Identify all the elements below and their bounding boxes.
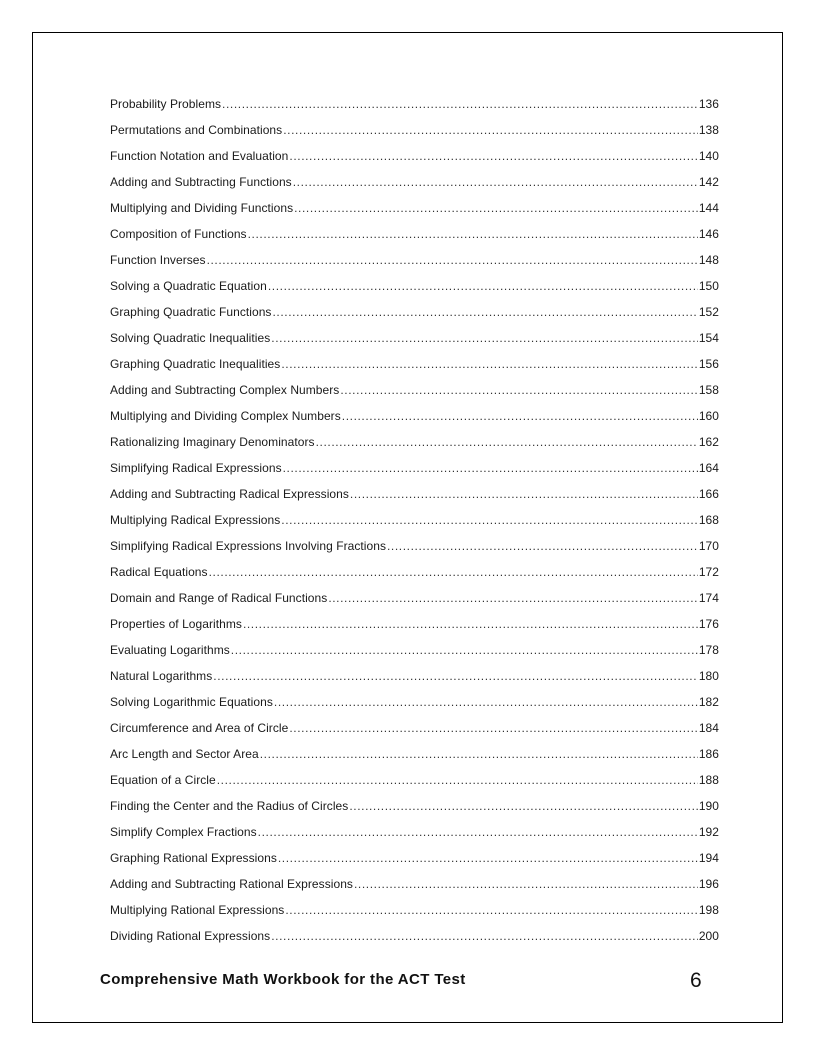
toc-entry-page-number: 190 (698, 799, 719, 813)
toc-entry-title: Simplifying Radical Expressions (110, 461, 282, 475)
toc-entry (110, 613, 719, 639)
toc-entry (110, 119, 719, 145)
toc-entry-title: Multiplying and Dividing Complex Numbers (110, 409, 341, 423)
toc-entry-page-number: 178 (698, 643, 719, 657)
toc-entry-page-number: 168 (698, 513, 719, 527)
toc-entry-title: Probability Problems (110, 97, 222, 111)
toc-entry-page-number: 172 (698, 565, 719, 579)
toc-entry (110, 743, 719, 769)
toc-dot-leader (274, 691, 698, 713)
toc-dot-leader (281, 509, 698, 531)
toc-dot-leader (350, 483, 698, 505)
toc-entry-page-number: 180 (698, 669, 719, 683)
toc-entry-page-number: 166 (698, 487, 719, 501)
toc-entry-title: Composition of Functions (110, 227, 247, 241)
toc-entry (110, 171, 719, 197)
toc-entry-page-number: 188 (698, 773, 719, 787)
toc-entry-page-number: 136 (698, 97, 719, 111)
toc-entry-page-number: 176 (698, 617, 719, 631)
toc-entry-title: Adding and Subtracting Complex Numbers (110, 383, 340, 397)
toc-dot-leader (271, 327, 698, 349)
toc-entry (110, 717, 719, 743)
toc-entry-title: Multiplying Rational Expressions (110, 903, 285, 917)
toc-entry-page-number: 138 (698, 123, 719, 137)
toc-entry-page-number: 160 (698, 409, 719, 423)
toc-entry-title: Equation of a Circle (110, 773, 216, 787)
toc-dot-leader (283, 119, 698, 141)
toc-entry-page-number: 184 (698, 721, 719, 735)
toc-dot-leader (289, 717, 697, 739)
toc-entry (110, 769, 719, 795)
toc-entry-title: Function Inverses (110, 253, 206, 267)
toc-entry (110, 899, 719, 925)
toc-entry-page-number: 198 (698, 903, 719, 917)
toc-dot-leader (293, 171, 698, 193)
toc-entry-title: Simplify Complex Fractions (110, 825, 257, 839)
footer-page-number: 6 (690, 969, 702, 992)
toc-entry-page-number: 192 (698, 825, 719, 839)
toc-dot-leader (316, 431, 698, 453)
toc-entry (110, 691, 719, 717)
toc-dot-leader (207, 249, 698, 271)
toc-entry-title: Solving Logarithmic Equations (110, 695, 273, 709)
toc-entry-title: Natural Logarithms (110, 669, 213, 683)
toc-entry (110, 197, 719, 223)
toc-dot-leader (271, 925, 698, 947)
toc-entry (110, 821, 719, 847)
toc-entry (110, 353, 719, 379)
toc-entry-page-number: 196 (698, 877, 719, 891)
toc-entry (110, 847, 719, 873)
toc-entry (110, 535, 719, 561)
toc-entry (110, 795, 719, 821)
toc-entry-title: Graphing Quadratic Inequalities (110, 357, 281, 371)
toc-entry-page-number: 162 (698, 435, 719, 449)
toc-entry (110, 379, 719, 405)
toc-entry-title: Adding and Subtracting Radical Expressions (110, 487, 349, 501)
toc-entry-page-number: 164 (698, 461, 719, 475)
toc-entry-title: Multiplying and Dividing Functions (110, 201, 294, 215)
toc-dot-leader (272, 301, 697, 323)
toc-entry-page-number: 186 (698, 747, 719, 761)
toc-dot-leader (217, 769, 698, 791)
toc-entry (110, 561, 719, 587)
toc-dot-leader (387, 535, 698, 557)
toc-dot-leader (328, 587, 698, 609)
footer-book-title: Comprehensive Math Workbook for the ACT Test (100, 971, 466, 988)
toc-dot-leader (268, 275, 698, 297)
toc-dot-leader (231, 639, 698, 661)
toc-entry-page-number: 146 (698, 227, 719, 241)
toc-entry-title: Multiplying Radical Expressions (110, 513, 281, 527)
toc-entry-page-number: 150 (698, 279, 719, 293)
toc-entry (110, 925, 719, 951)
toc-entry-page-number: 152 (698, 305, 719, 319)
toc-entry (110, 873, 719, 899)
toc-entry (110, 405, 719, 431)
toc-entry-title: Adding and Subtracting Rational Expressions (110, 877, 353, 891)
toc-entry (110, 665, 719, 691)
toc-dot-leader (340, 379, 697, 401)
toc-entry (110, 457, 719, 483)
toc-entry-title: Graphing Quadratic Functions (110, 305, 272, 319)
toc-entry-page-number: 200 (698, 929, 719, 943)
toc-entry-title: Circumference and Area of Circle (110, 721, 289, 735)
toc-entry-title: Permutations and Combinations (110, 123, 283, 137)
toc-entry-page-number: 182 (698, 695, 719, 709)
toc-entry-title: Solving a Quadratic Equation (110, 279, 267, 293)
toc-entry (110, 509, 719, 535)
toc-entry-page-number: 140 (698, 149, 719, 163)
toc-entry-page-number: 174 (698, 591, 719, 605)
toc-dot-leader (281, 353, 698, 375)
toc-entry-page-number: 154 (698, 331, 719, 345)
toc-entry-page-number: 194 (698, 851, 719, 865)
toc-entry-title: Rationalizing Imaginary Denominators (110, 435, 315, 449)
toc-dot-leader (243, 613, 698, 635)
toc-dot-leader (285, 899, 697, 921)
toc-entry (110, 93, 719, 119)
toc-entry-title: Dividing Rational Expressions (110, 929, 271, 943)
toc-entry-title: Arc Length and Sector Area (110, 747, 259, 761)
toc-entry (110, 639, 719, 665)
toc-entry (110, 301, 719, 327)
toc-entry-page-number: 170 (698, 539, 719, 553)
toc-entry-title: Simplifying Radical Expressions Involving Fractions (110, 539, 386, 553)
toc-dot-leader (354, 873, 698, 895)
toc-dot-leader (260, 743, 698, 765)
toc-entry (110, 483, 719, 509)
toc-entry-title: Radical Equations (110, 565, 208, 579)
toc-entry-title: Solving Quadratic Inequalities (110, 331, 271, 345)
toc-dot-leader (248, 223, 698, 245)
toc-entry-title: Finding the Center and the Radius of Circles (110, 799, 349, 813)
table-of-contents (110, 93, 719, 951)
toc-entry-page-number: 156 (698, 357, 719, 371)
toc-dot-leader (222, 93, 698, 115)
toc-entry-page-number: 142 (698, 175, 719, 189)
toc-dot-leader (213, 665, 698, 687)
toc-dot-leader (294, 197, 698, 219)
toc-dot-leader (258, 821, 698, 843)
toc-entry-title: Adding and Subtracting Functions (110, 175, 292, 189)
toc-entry (110, 587, 719, 613)
toc-dot-leader (209, 561, 698, 583)
toc-entry (110, 431, 719, 457)
toc-entry-title: Evaluating Logarithms (110, 643, 230, 657)
toc-dot-leader (278, 847, 698, 869)
toc-entry (110, 275, 719, 301)
toc-entry-page-number: 144 (698, 201, 719, 215)
toc-entry (110, 249, 719, 275)
toc-entry-page-number: 158 (698, 383, 719, 397)
toc-entry-title: Function Notation and Evaluation (110, 149, 289, 163)
toc-entry (110, 223, 719, 249)
toc-entry-title: Properties of Logarithms (110, 617, 242, 631)
toc-entry-title: Domain and Range of Radical Functions (110, 591, 328, 605)
toc-entry-page-number: 148 (698, 253, 719, 267)
toc-dot-leader (283, 457, 698, 479)
toc-entry (110, 327, 719, 353)
toc-dot-leader (289, 145, 697, 167)
toc-dot-leader (342, 405, 698, 427)
toc-dot-leader (349, 795, 698, 817)
toc-entry (110, 145, 719, 171)
toc-entry-title: Graphing Rational Expressions (110, 851, 277, 865)
